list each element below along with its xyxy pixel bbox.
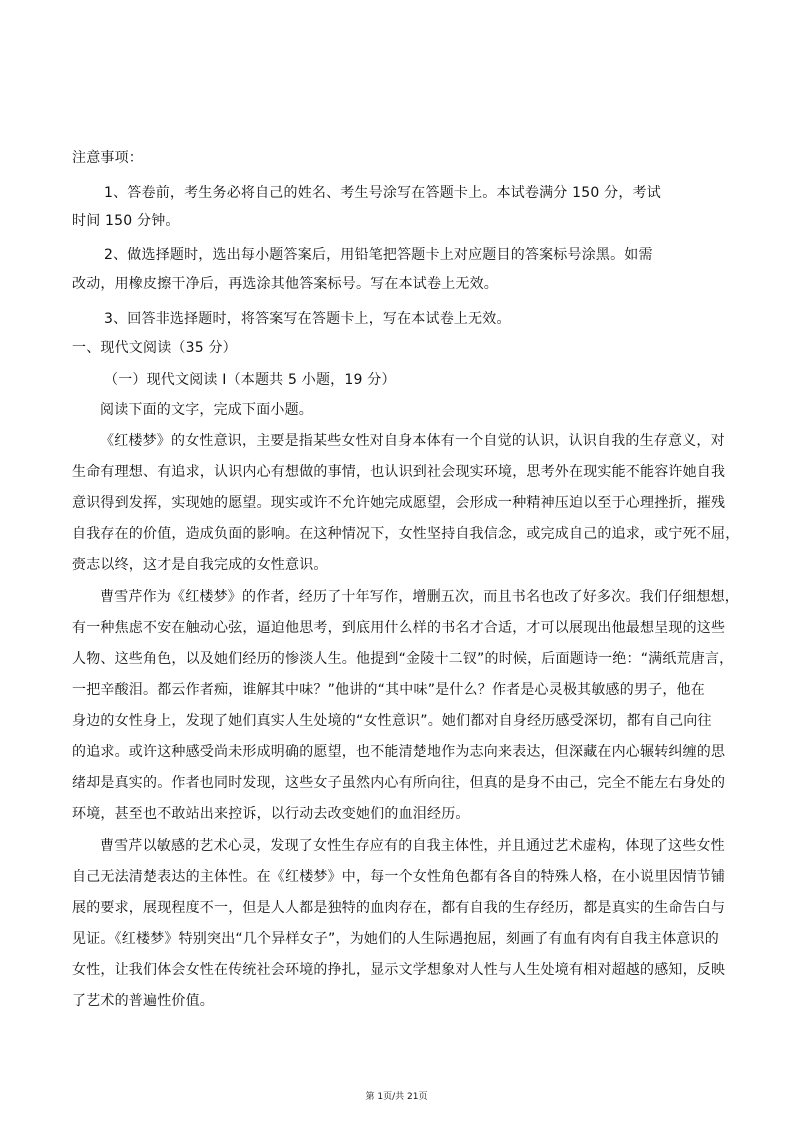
- passage-line: 赍志以终，这才是自我完成的女性意识。: [72, 557, 328, 573]
- notice-item-1-line-1: 1、答卷前，考生务必将自己的姓名、考生号涂写在答题卡上。本试卷满分 150 分，考试: [104, 185, 661, 201]
- passage-line: 绪却是真实的。作者也同时发现，这些女子虽然内心有所向往，但真的是身不由己，完全不能左右身处的: [72, 775, 726, 791]
- notice-item-1-line-2: 时间 150 分钟。: [72, 213, 180, 229]
- notice-item-2-line-1: 2、做选择题时，选出每小题答案后，用铅笔把答题卡上对应题目的答案标号涂黑。如需: [104, 247, 653, 263]
- passage-line: 一把辛酸泪。都云作者痴，谁解其中味？”他讲的“其中味”是什么？作者是心灵极其敏感的男子，他在: [72, 682, 705, 698]
- passage-line: 曹雪芹以敏感的艺术心灵，发现了女性生存应有的自我主体性，并且通过艺术虚构，体现了这些女性: [100, 838, 725, 854]
- passage-line: 意识得到发挥，实现她的愿望。现实或许不允许她完成愿望，会形成一种精神压迫以至于心理挫折，摧残: [72, 495, 726, 511]
- notice-item-2-line-2: 改动，用橡皮擦干净后，再选涂其他答案标号。写在本试卷上无效。: [72, 276, 498, 292]
- passage-line: 生命有理想、有追求，认识内心有想做的事情，也认识到社会现实环境，思考外在现实能不能容许她自我: [72, 464, 726, 480]
- passage-line: 自我存在的价值，造成负面的影响。在这种情况下，女性坚持自我信念，或完成自己的追求，或宁死不屈，: [72, 526, 740, 542]
- section-subtitle: （一）现代文阅读 I（本题共 5 小题，19 分）: [104, 372, 396, 388]
- passage-line: 身边的女性身上，发现了她们真实人生处境的“女性意识”。她们都对自身经历感受深切，都有自己向往: [72, 713, 712, 729]
- passage-line: 女性，让我们体会女性在传统社会环境的挣扎，显示文学想象对人性与人生处境有相对超越的感知，反映: [72, 962, 726, 978]
- notice-item-3: 3、回答非选择题时，将答案写在答题卡上，写在本试卷上无效。: [104, 311, 511, 327]
- passage-line: 展的要求，展现程度不一，但是人人都是独特的血肉存在，都有自我的生存经历，都是真实的生命告白与: [72, 900, 726, 916]
- passage-line: 有一种焦虑不安在触动心弦，逼迫他思考，到底用什么样的书名才合适，才可以展现出他最想呈现的这些: [72, 620, 726, 636]
- passage-line: 人物、这些角色，以及她们经历的惨淡人生。他提到“金陵十二钗”的时候，后面题诗一绝：“满纸荒唐言，: [72, 651, 734, 667]
- passage-line: 环境，甚至也不敢站出来控诉，以行动去改变她们的血泪经历。: [72, 806, 470, 822]
- passage-line: 了艺术的普遍性价值。: [72, 993, 214, 1009]
- passage-line: 自己无法清楚表达的主体性。在《红楼梦》中，每一个女性角色都有各自的特殊人格，在小说里因情节铺: [72, 869, 726, 885]
- notice-title: 注意事项：: [72, 150, 143, 166]
- passage-line: 曹雪芹作为《红楼梦》的作者，经历了十年写作，增删五次，而且书名也改了好多次。我们仔细想想，: [100, 589, 739, 605]
- page-number: 第 1页/共 21页: [365, 1092, 428, 1102]
- passage-line: 《红楼梦》的女性意识，主要是指某些女性对自身本体有一个自觉的认识，认识自我的生存意义，对: [100, 433, 725, 449]
- section-title: 一、现代文阅读（35 分）: [72, 340, 237, 356]
- reading-instruction: 阅读下面的文字，完成下面小题。: [100, 402, 313, 418]
- passage-line: 见证。《红楼梦》特别突出“几个异样女子”，为她们的人生际遇抱屈，刻画了有血有肉有自我主体意识的: [72, 931, 719, 947]
- passage-line: 的追求。或许这种感受尚未形成明确的愿望，也不能清楚地作为志向来表达，但深藏在内心辗转纠缠的思: [72, 744, 726, 760]
